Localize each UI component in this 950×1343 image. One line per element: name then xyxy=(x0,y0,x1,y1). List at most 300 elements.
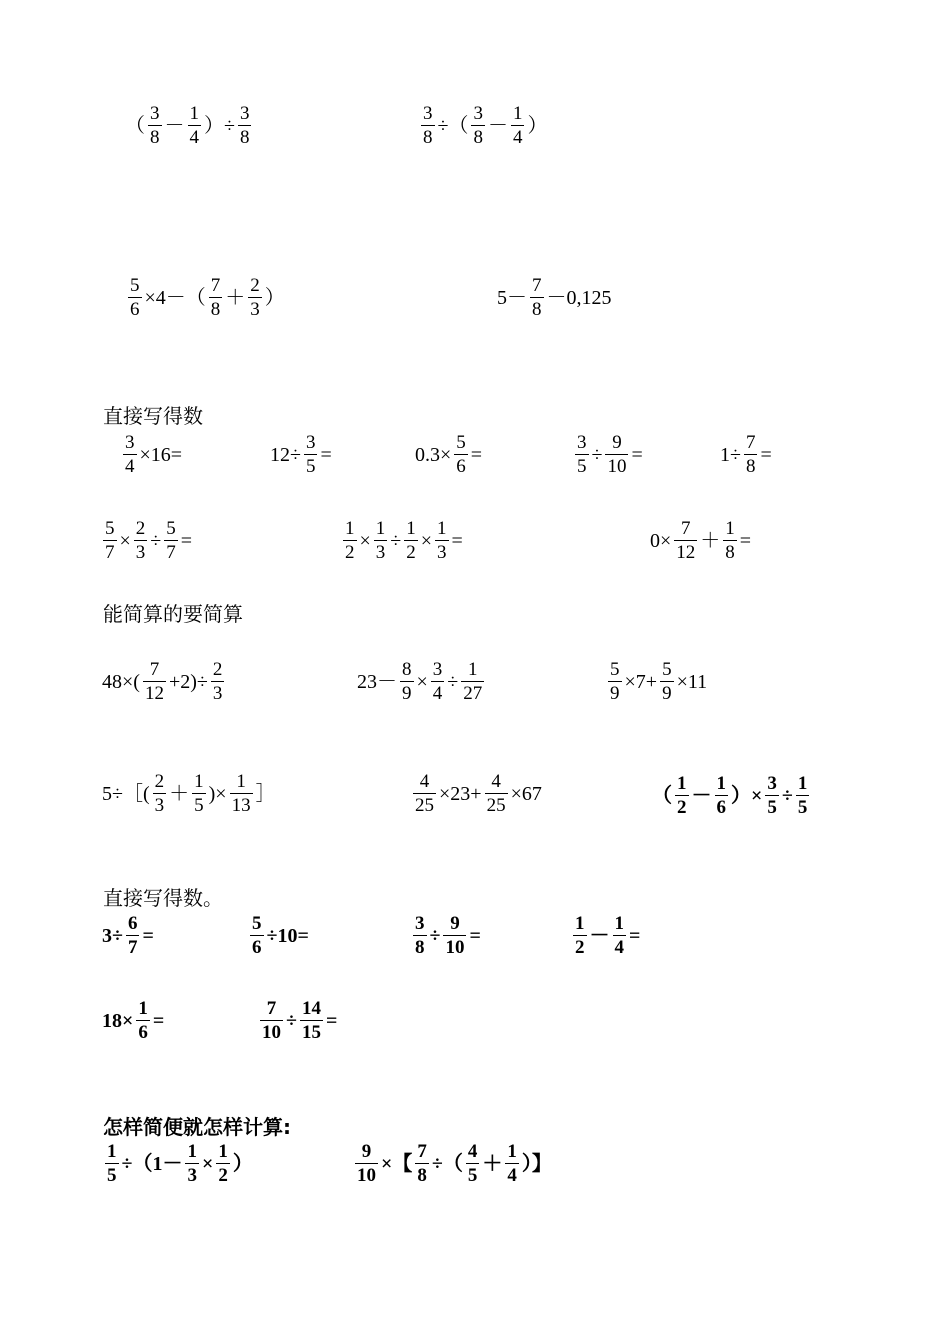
expr-19 xyxy=(102,913,154,959)
expr-16 xyxy=(102,771,276,817)
denominator: 12 xyxy=(144,683,164,705)
fraction-bar xyxy=(413,793,436,794)
numerator: 3 xyxy=(125,432,135,453)
fraction-bar xyxy=(238,125,252,126)
fraction xyxy=(209,275,223,321)
numerator: 7 xyxy=(266,998,277,1019)
denominator: 2 xyxy=(406,542,416,564)
heading-calculate-simply: 怎样简便就怎样计算: xyxy=(103,1115,291,1139)
fraction xyxy=(230,771,253,817)
fraction-bar xyxy=(674,540,697,541)
numerator: 5 xyxy=(662,659,672,680)
math-text: 23－ xyxy=(357,670,397,693)
denominator: 2 xyxy=(345,542,355,564)
fraction xyxy=(454,432,468,478)
denominator: 25 xyxy=(415,795,434,817)
expr-15 xyxy=(605,659,707,705)
fraction xyxy=(435,518,449,564)
fraction xyxy=(216,1141,230,1187)
denominator: 6 xyxy=(456,456,466,478)
math-text: ）÷ xyxy=(204,114,235,137)
math-text: ÷ xyxy=(781,784,793,807)
fraction xyxy=(413,913,427,959)
math-text: ÷ xyxy=(429,924,441,947)
math-text: × xyxy=(201,1152,214,1175)
math-text: = xyxy=(451,529,463,552)
numerator: 3 xyxy=(423,103,433,124)
fraction xyxy=(192,771,206,817)
numerator: 8 xyxy=(402,659,412,680)
fraction-bar xyxy=(136,1020,150,1021)
numerator: 2 xyxy=(154,771,165,792)
numerator: 7 xyxy=(210,275,221,296)
math-text: ］ xyxy=(255,782,276,805)
expr-21 xyxy=(410,913,481,959)
numerator: 1 xyxy=(716,773,726,794)
fraction xyxy=(466,1141,480,1187)
fraction xyxy=(134,518,148,564)
math-text: ＋ xyxy=(169,782,190,805)
numerator: 1 xyxy=(189,103,199,124)
numerator: 3 xyxy=(239,103,250,124)
math-text: 5÷［( xyxy=(102,782,150,805)
fraction xyxy=(143,659,166,705)
denominator: 3 xyxy=(187,1165,197,1187)
denominator: 10 xyxy=(445,937,465,959)
numerator: 4 xyxy=(491,771,501,792)
numerator: 1 xyxy=(236,771,246,792)
denominator: 4 xyxy=(189,127,199,149)
numerator: 1 xyxy=(614,913,624,934)
math-text: = xyxy=(739,529,752,552)
fraction-bar xyxy=(511,125,525,126)
math-text: ） xyxy=(264,286,285,309)
fraction xyxy=(248,275,262,321)
denominator: 7 xyxy=(127,937,138,959)
math-text: ÷（ xyxy=(431,1152,463,1175)
fraction-bar xyxy=(248,297,262,298)
fraction-bar xyxy=(575,454,589,455)
denominator: 12 xyxy=(676,542,696,564)
math-text: = xyxy=(325,1009,338,1032)
fraction xyxy=(185,1141,199,1187)
fraction xyxy=(355,1141,378,1187)
fraction-bar xyxy=(188,125,202,126)
fraction xyxy=(128,275,142,321)
denominator: 5 xyxy=(305,456,316,478)
math-text: × xyxy=(119,529,131,552)
expr-17 xyxy=(410,771,542,817)
denominator: 7 xyxy=(105,542,115,564)
fraction-bar xyxy=(613,935,627,936)
numerator: 9 xyxy=(361,1141,372,1162)
fraction xyxy=(304,432,318,478)
numerator: 14 xyxy=(301,998,321,1019)
math-text: = xyxy=(629,924,641,947)
denominator: 4 xyxy=(507,1165,517,1187)
expr-3 xyxy=(125,275,285,321)
fraction xyxy=(103,518,117,564)
fraction-bar xyxy=(454,454,468,455)
fraction xyxy=(715,773,729,819)
fraction xyxy=(605,432,628,478)
fraction xyxy=(413,771,436,817)
math-text: ÷ xyxy=(591,443,603,466)
fraction-bar xyxy=(461,681,484,682)
denominator: 2 xyxy=(677,797,687,819)
fraction xyxy=(613,913,627,959)
expr-7 xyxy=(415,432,482,478)
math-text: － xyxy=(487,114,508,137)
numerator: 1 xyxy=(512,103,523,124)
fraction xyxy=(250,913,264,959)
numerator: 1 xyxy=(797,773,808,794)
fraction xyxy=(404,518,418,564)
fraction-bar xyxy=(143,681,166,682)
denominator: 8 xyxy=(150,127,160,149)
denominator: 8 xyxy=(239,127,250,149)
expr-1 xyxy=(125,103,254,149)
denominator: 8 xyxy=(725,542,735,564)
fraction xyxy=(461,659,484,705)
denominator: 9 xyxy=(402,683,412,705)
denominator: 27 xyxy=(463,683,483,705)
numerator: 2 xyxy=(250,275,260,296)
denominator: 3 xyxy=(212,683,223,705)
fraction-bar xyxy=(164,540,178,541)
fraction-bar xyxy=(304,454,318,455)
math-text: ）】 xyxy=(521,1152,552,1175)
heading-simplify-where-possible: 能简算的要简算 xyxy=(103,602,243,626)
numerator: 5 xyxy=(166,518,176,539)
fraction-bar xyxy=(153,793,167,794)
math-text: ×11 xyxy=(676,670,708,693)
fraction-bar xyxy=(103,540,117,541)
expr-18 xyxy=(652,773,812,819)
fraction-bar xyxy=(608,681,622,682)
expr-26 xyxy=(352,1141,552,1187)
denominator: 8 xyxy=(745,456,756,478)
fraction xyxy=(443,913,466,959)
fraction-bar xyxy=(471,125,485,126)
expr-24 xyxy=(257,998,337,1044)
math-text: = xyxy=(469,924,481,947)
numerator: 5 xyxy=(252,913,262,934)
fraction-bar xyxy=(466,1163,480,1164)
numerator: 1 xyxy=(218,1141,228,1162)
fraction-bar xyxy=(300,1020,323,1021)
denominator: 6 xyxy=(716,797,726,819)
numerator: 4 xyxy=(419,771,430,792)
fraction xyxy=(400,659,414,705)
numerator: 1 xyxy=(375,518,386,539)
math-text: × xyxy=(420,529,433,552)
fraction-bar xyxy=(675,795,689,796)
heading-direct-answers-2: 直接写得数。 xyxy=(103,886,223,910)
fraction-bar xyxy=(505,1163,519,1164)
denominator: 5 xyxy=(577,456,587,478)
numerator: 3 xyxy=(150,103,160,124)
numerator: 4 xyxy=(467,1141,478,1162)
denominator: 5 xyxy=(194,795,204,817)
math-text: ＋ xyxy=(700,529,721,552)
expr-5 xyxy=(120,432,182,478)
fraction-bar xyxy=(660,681,674,682)
fraction-bar xyxy=(260,1020,283,1021)
expr-4 xyxy=(497,275,612,321)
numerator: 3 xyxy=(473,103,483,124)
denominator: 10 xyxy=(262,1022,281,1044)
numerator: 2 xyxy=(135,518,146,539)
denominator: 4 xyxy=(614,937,624,959)
fraction-bar xyxy=(443,935,466,936)
denominator: 8 xyxy=(417,1165,427,1187)
fraction-bar xyxy=(530,297,544,298)
numerator: 1 xyxy=(468,659,478,680)
numerator: 3 xyxy=(305,432,316,453)
math-text: = xyxy=(152,1009,165,1032)
fraction xyxy=(511,103,525,149)
fraction-bar xyxy=(192,793,206,794)
denominator: 8 xyxy=(532,299,542,321)
numerator: 1 xyxy=(575,913,585,934)
fraction xyxy=(300,998,323,1044)
fraction xyxy=(431,659,445,705)
math-text: ÷ xyxy=(150,529,162,552)
fraction-bar xyxy=(744,454,758,455)
math-text: － xyxy=(691,784,712,807)
fraction-bar xyxy=(605,454,628,455)
numerator: 1 xyxy=(194,771,204,792)
math-text: （ xyxy=(125,114,145,137)
fraction xyxy=(505,1141,519,1187)
fraction-bar xyxy=(435,540,449,541)
numerator: 7 xyxy=(417,1141,427,1162)
numerator: 1 xyxy=(345,518,355,539)
fraction xyxy=(660,659,674,705)
denominator: 8 xyxy=(415,937,425,959)
math-text: ×7+ xyxy=(624,670,658,693)
math-text: ）× xyxy=(731,784,763,807)
denominator: 2 xyxy=(575,937,585,959)
denominator: 10 xyxy=(607,456,627,478)
denominator: 5 xyxy=(767,797,777,819)
math-text: 1÷ xyxy=(720,443,741,466)
numerator: 1 xyxy=(107,1141,117,1162)
denominator: 4 xyxy=(432,683,443,705)
denominator: 9 xyxy=(662,683,672,705)
denominator: 15 xyxy=(301,1022,321,1044)
numerator: 9 xyxy=(612,432,622,453)
denominator: 25 xyxy=(486,795,506,817)
expr-11 xyxy=(340,518,463,564)
expr-20 xyxy=(247,913,309,959)
expr-10 xyxy=(100,518,192,564)
denominator: 4 xyxy=(512,127,523,149)
numerator: 3 xyxy=(767,773,777,794)
math-text: ） xyxy=(527,114,548,137)
expr-6 xyxy=(270,432,332,478)
fraction-bar xyxy=(134,540,148,541)
math-text: － xyxy=(589,924,610,947)
fraction xyxy=(164,518,178,564)
numerator: 1 xyxy=(406,518,416,539)
math-text: = xyxy=(142,924,154,947)
fraction xyxy=(765,773,779,819)
fraction-bar xyxy=(343,540,357,541)
fraction xyxy=(188,103,202,149)
math-text: × xyxy=(416,670,428,693)
math-text: 3÷ xyxy=(102,924,123,947)
fraction-bar xyxy=(796,795,810,796)
expr-14 xyxy=(357,659,487,705)
fraction xyxy=(123,432,137,478)
fraction-bar xyxy=(431,681,445,682)
math-text: ÷（1－ xyxy=(121,1152,183,1175)
math-text: 0× xyxy=(650,529,672,552)
numerator: 5 xyxy=(610,659,620,680)
numerator: 2 xyxy=(212,659,223,680)
expr-9 xyxy=(720,432,772,478)
fraction xyxy=(744,432,758,478)
fraction-bar xyxy=(421,125,435,126)
numerator: 5 xyxy=(456,432,466,453)
denominator: 9 xyxy=(610,683,620,705)
numerator: 1 xyxy=(725,518,735,539)
numerator: 1 xyxy=(507,1141,517,1162)
fraction xyxy=(260,998,283,1044)
numerator: 9 xyxy=(450,913,460,934)
fraction-bar xyxy=(148,125,162,126)
denominator: 8 xyxy=(423,127,433,149)
fraction-bar xyxy=(230,793,253,794)
math-text: )× xyxy=(208,782,227,805)
fraction xyxy=(674,518,697,564)
math-text: ×23+ xyxy=(439,782,482,805)
expr-2 xyxy=(418,103,547,149)
math-text: ÷ xyxy=(390,529,402,552)
fraction-bar xyxy=(415,1163,429,1164)
fraction xyxy=(136,998,150,1044)
math-text: ＋ xyxy=(482,1152,503,1175)
fraction xyxy=(105,1141,119,1187)
fraction-bar xyxy=(123,454,137,455)
fraction xyxy=(530,275,544,321)
denominator: 6 xyxy=(252,937,262,959)
fraction-bar xyxy=(765,795,779,796)
fraction-bar xyxy=(211,681,225,682)
denominator: 2 xyxy=(218,1165,228,1187)
fraction-bar xyxy=(723,540,737,541)
numerator: 3 xyxy=(415,913,425,934)
fraction-bar xyxy=(128,297,142,298)
math-text: ＋ xyxy=(225,286,246,309)
math-text: － xyxy=(164,114,185,137)
denominator: 3 xyxy=(154,795,165,817)
numerator: 6 xyxy=(127,913,138,934)
fraction xyxy=(485,771,508,817)
math-text: = xyxy=(320,443,332,466)
math-text: ×67 xyxy=(510,782,542,805)
numerator: 3 xyxy=(432,659,443,680)
fraction-bar xyxy=(105,1163,119,1164)
fraction xyxy=(415,1141,429,1187)
math-text: ÷ xyxy=(286,1009,297,1032)
math-text: 48×( xyxy=(102,670,140,693)
math-text: = xyxy=(760,443,772,466)
fraction xyxy=(374,518,388,564)
math-text: = xyxy=(470,443,483,466)
numerator: 3 xyxy=(577,432,587,453)
numerator: 7 xyxy=(681,518,691,539)
fraction xyxy=(675,773,689,819)
math-text: × xyxy=(359,529,371,552)
fraction xyxy=(421,103,435,149)
fraction-bar xyxy=(715,795,729,796)
math-text: ÷（ xyxy=(437,114,469,137)
math-text: ） xyxy=(232,1152,253,1175)
numerator: 7 xyxy=(745,432,756,453)
denominator: 4 xyxy=(125,456,135,478)
denominator: 7 xyxy=(166,542,176,564)
fraction-bar xyxy=(250,935,264,936)
fraction-bar xyxy=(126,935,140,936)
denominator: 13 xyxy=(231,795,251,817)
denominator: 3 xyxy=(250,299,260,321)
fraction xyxy=(573,913,587,959)
numerator: 1 xyxy=(187,1141,197,1162)
fraction xyxy=(575,432,589,478)
denominator: 8 xyxy=(210,299,221,321)
math-text: （ xyxy=(652,784,672,807)
numerator: 7 xyxy=(532,275,542,296)
denominator: 5 xyxy=(797,797,808,819)
fraction-bar xyxy=(573,935,587,936)
heading-direct-answers: 直接写得数 xyxy=(103,404,203,428)
denominator: 3 xyxy=(437,542,447,564)
fraction xyxy=(238,103,252,149)
denominator: 3 xyxy=(375,542,386,564)
fraction xyxy=(471,103,485,149)
fraction-bar xyxy=(400,681,414,682)
math-text: ÷ xyxy=(447,670,459,693)
fraction-bar xyxy=(209,297,223,298)
numerator: 7 xyxy=(149,659,160,680)
math-text: ×【 xyxy=(381,1152,413,1175)
math-text: 5－ xyxy=(497,286,527,309)
expr-12 xyxy=(650,518,751,564)
fraction-bar xyxy=(216,1163,230,1164)
math-text: 0.3× xyxy=(415,443,452,466)
math-text: ÷10= xyxy=(266,924,309,947)
fraction-bar xyxy=(404,540,418,541)
fraction-bar xyxy=(374,540,388,541)
denominator: 8 xyxy=(473,127,483,149)
math-text: 12÷ xyxy=(270,443,301,466)
fraction xyxy=(796,773,810,819)
numerator: 1 xyxy=(437,518,447,539)
math-text: －0,125 xyxy=(546,286,612,309)
fraction-bar xyxy=(413,935,427,936)
fraction xyxy=(148,103,162,149)
numerator: 5 xyxy=(130,275,140,296)
denominator: 3 xyxy=(135,542,146,564)
fraction xyxy=(211,659,225,705)
fraction xyxy=(126,913,140,959)
numerator: 1 xyxy=(138,998,148,1019)
expr-25 xyxy=(102,1141,253,1187)
math-text: +2)÷ xyxy=(168,670,208,693)
